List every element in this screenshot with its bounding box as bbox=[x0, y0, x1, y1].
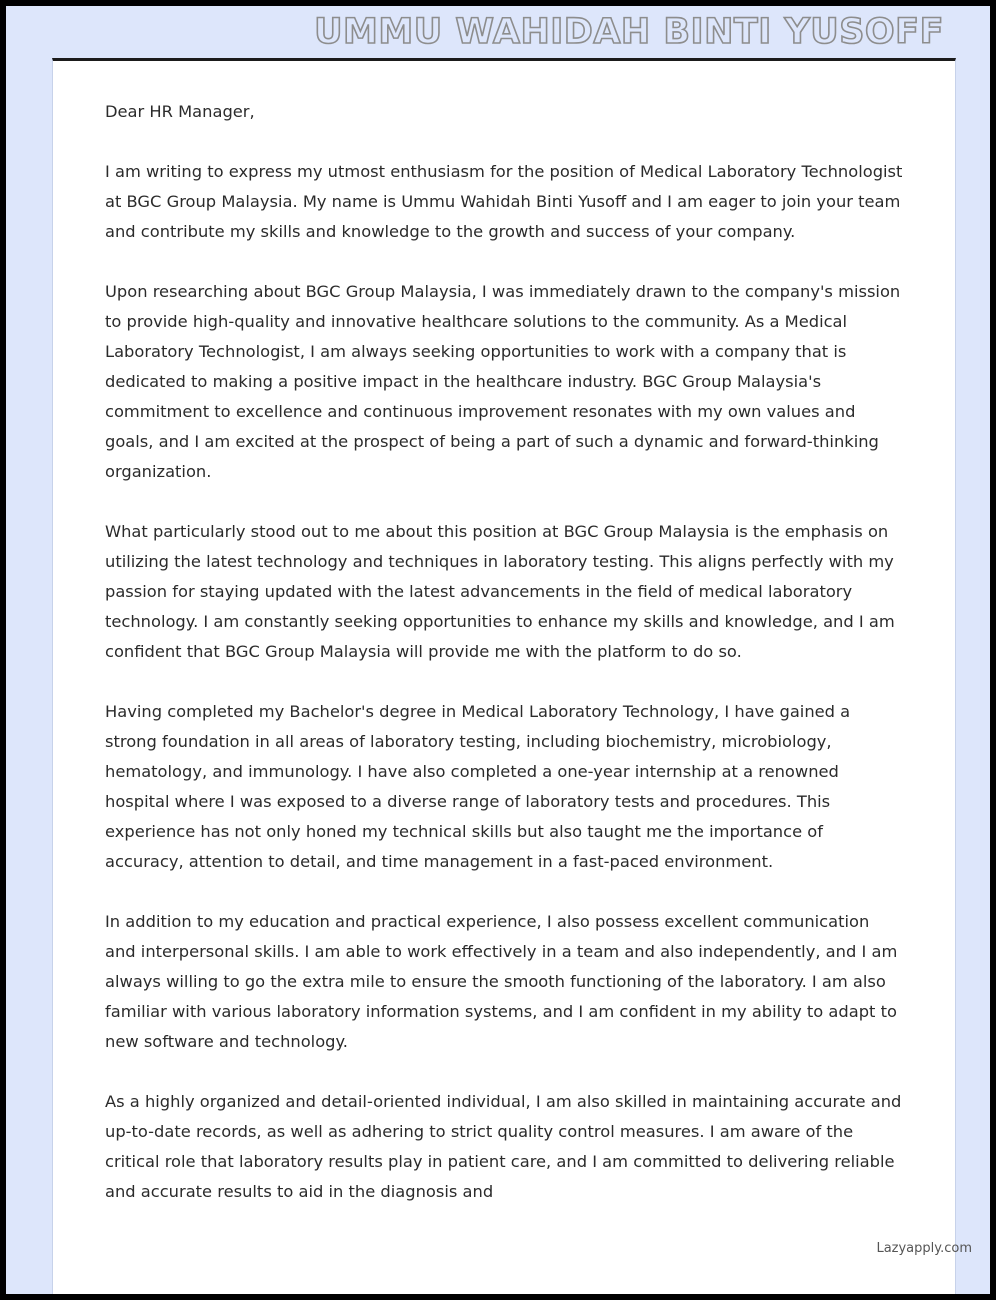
letter-paragraph: I am writing to express my utmost enthusiasm for the position of Medical Laboratory Technologist at BGC Group Malaysia. My name is Ummu Wahidah Binti Yusoff and I am eager to join your team and contribute my skills and knowledge to the growth and success of your company. bbox=[105, 162, 903, 241]
letter-paragraph: In addition to my education and practical experience, I also possess excellent communication and interpersonal skills. I am able to work effectively in a team and also independently, and I am always willing to go the extra mile to ensure the smooth functioning of the laboratory. I am also familiar with various laboratory information systems, and I am confident in my ability to adapt to new software and technology. bbox=[105, 912, 898, 1051]
letter-sheet bbox=[52, 58, 956, 1294]
letter-paragraph: Upon researching about BGC Group Malaysia, I was immediately drawn to the company's mission to provide high-quality and innovative healthcare solutions to the community. As a Medical Laboratory Technologist, I am always seeking opportunities to work with a company that is dedicated to making a positive impact in the healthcare industry. BGC Group Malaysia's commitment to excellence and continuous improvement resonates with my own values and goals, and I am excited at the prospect of being a part of such a dynamic and forward-thinking organization. bbox=[105, 282, 901, 481]
document-header bbox=[6, 6, 990, 58]
salutation: Dear HR Manager, bbox=[105, 102, 255, 121]
letter-paragraph: Having completed my Bachelor's degree in Medical Laboratory Technology, I have gained a strong foundation in all areas of laboratory testing, including biochemistry, microbiology, hematology, and immunology. I have also completed a one-year internship at a renowned hospital where I was exposed to a diverse range of laboratory tests and procedures. This experience has not only honed my technical skills but also taught me the importance of accuracy, attention to detail, and time management in a fast-paced environment. bbox=[105, 702, 851, 871]
watermark-label: Lazyapply.com bbox=[876, 1241, 972, 1256]
page-title: UMMU WAHIDAH BINTI YUSOFF bbox=[314, 12, 944, 52]
letter-paragraph: As a highly organized and detail-oriented individual, I am also skilled in maintaining accurate and up-to-date records, as well as adhering to strict quality control measures. I am aware of the critical role that laboratory results play in patient care, and I am committed to delivering reliable and accurate results to aid in the diagnosis and bbox=[105, 1092, 902, 1201]
letter-paragraph: What particularly stood out to me about this position at BGC Group Malaysia is the emphasis on utilizing the latest technology and techniques in laboratory testing. This aligns perfectly with my passion for staying updated with the latest advancements in the field of medical laboratory technology. I am constantly seeking opportunities to enhance my skills and knowledge, and I am confident that BGC Group Malaysia will provide me with the platform to do so. bbox=[105, 522, 895, 661]
letter-body bbox=[53, 61, 955, 1207]
